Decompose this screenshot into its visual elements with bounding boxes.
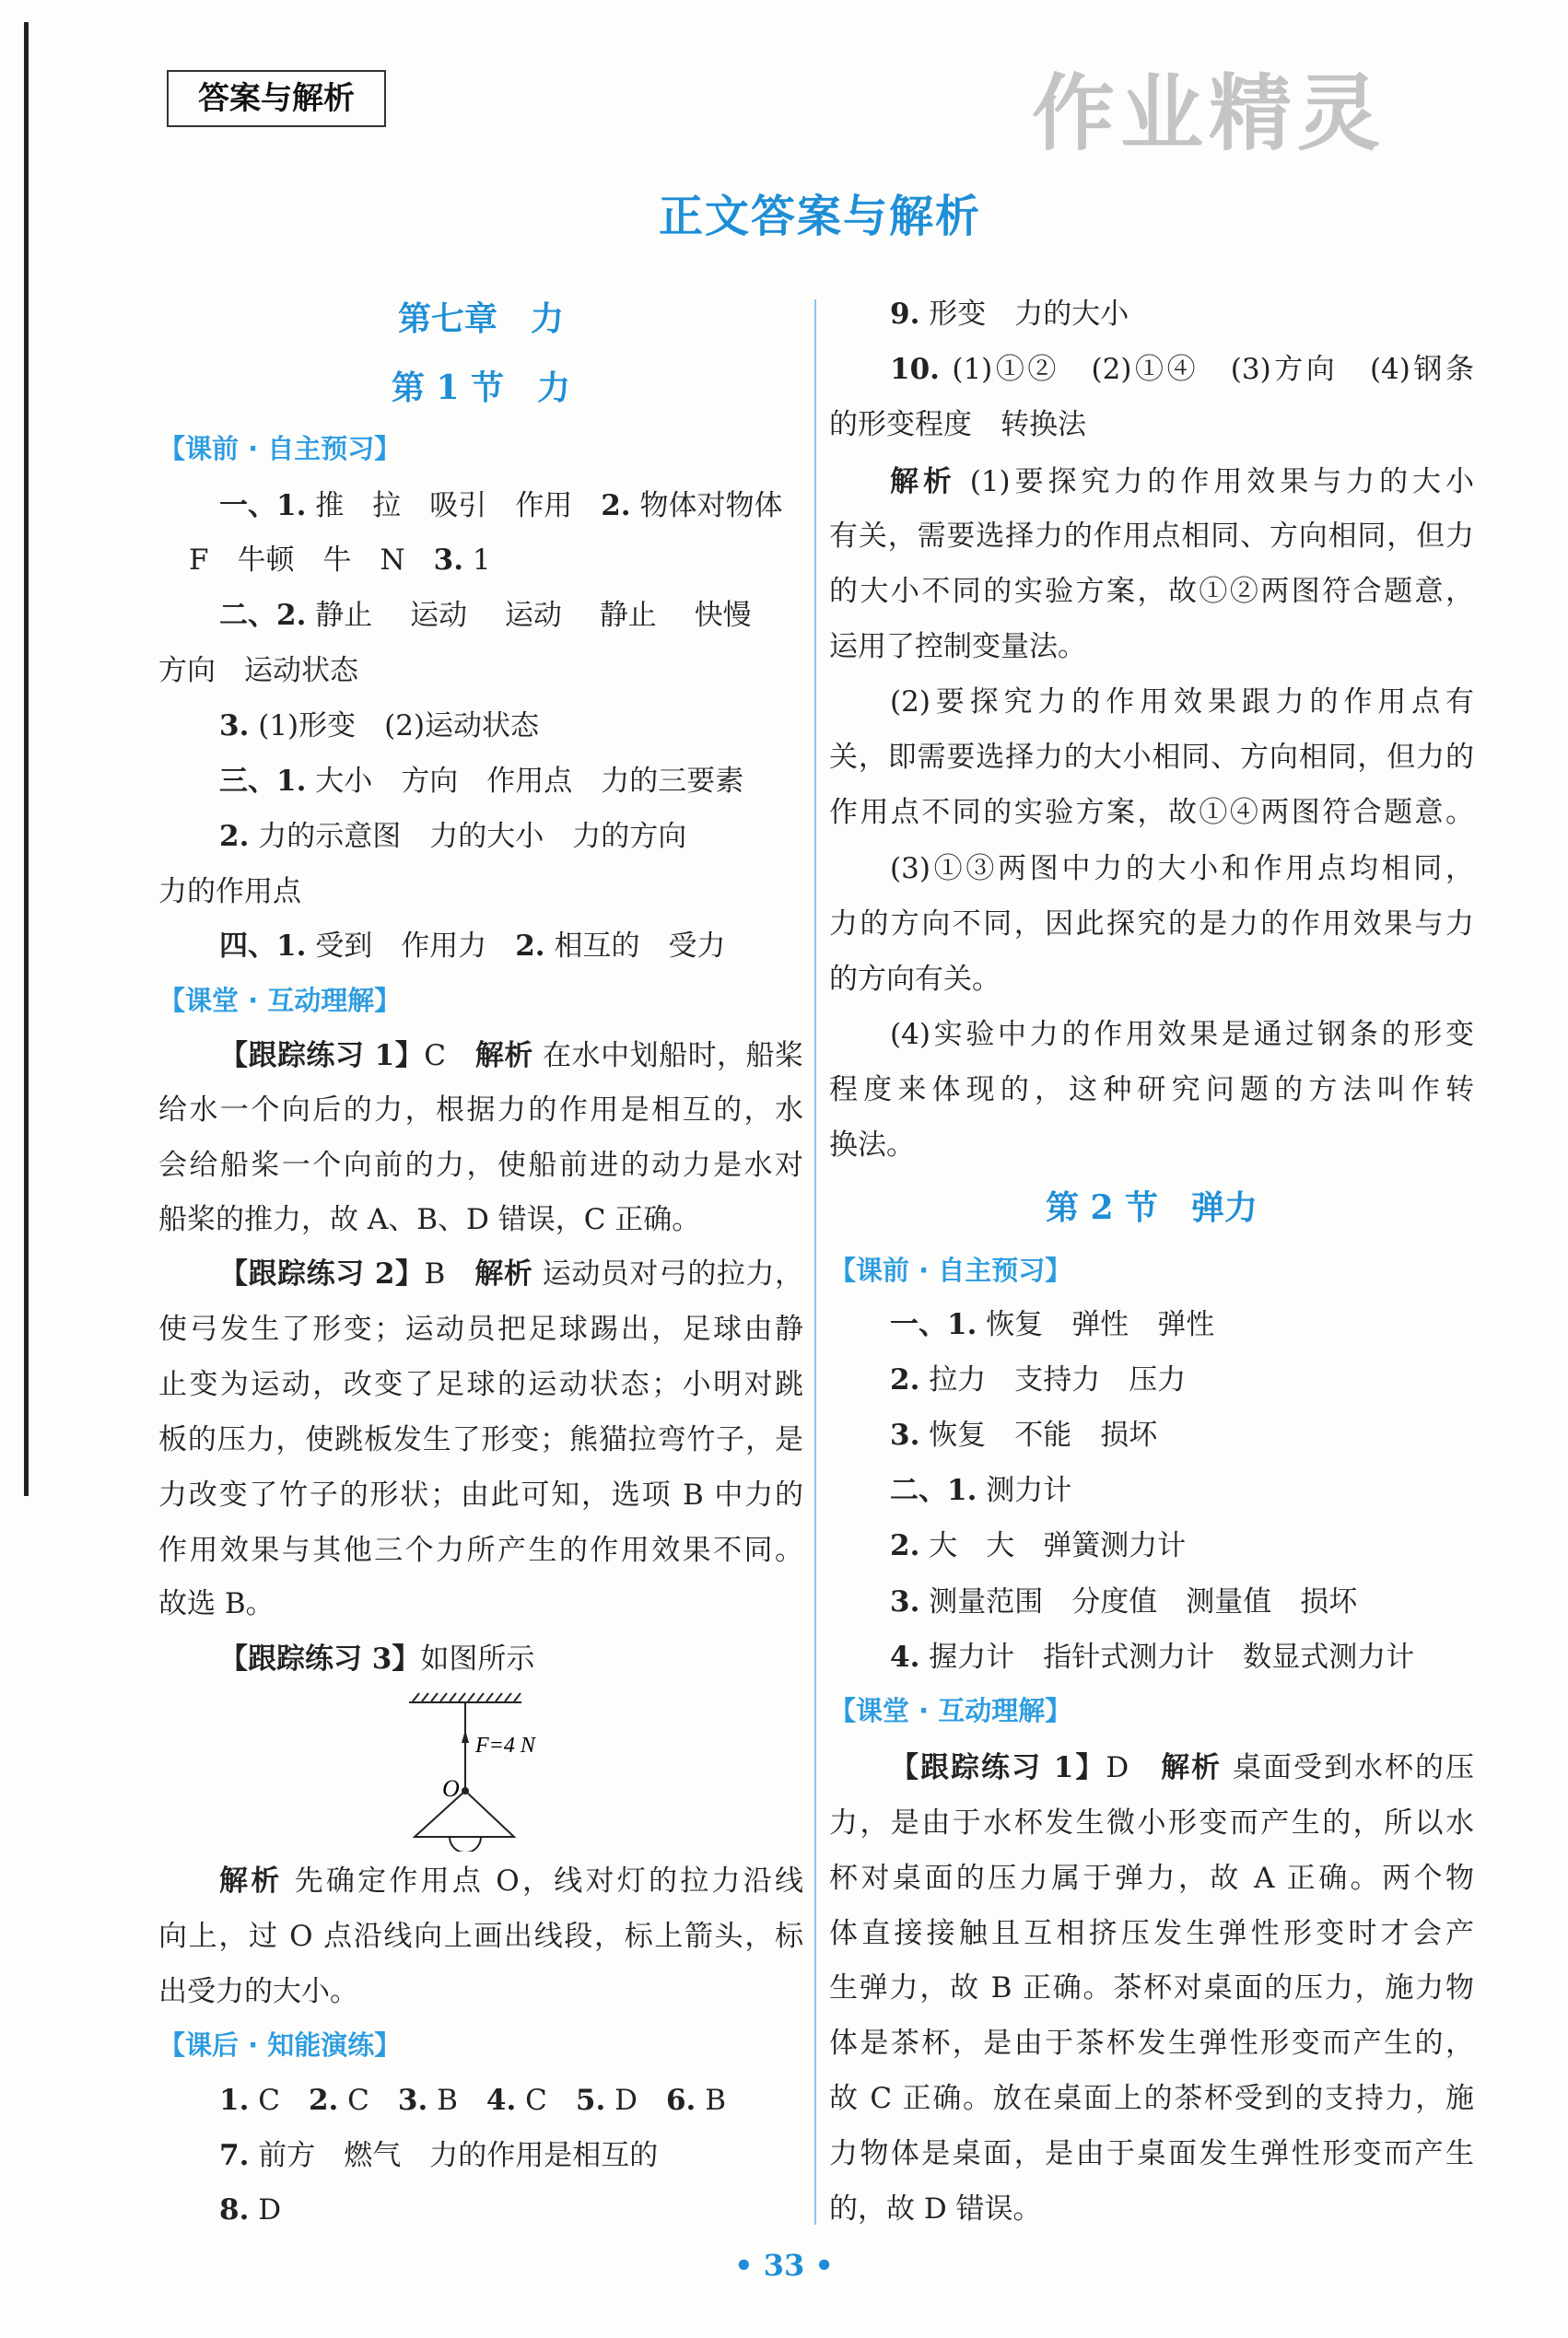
text-segment: 运用了控制变量法。 <box>829 630 1086 664</box>
text-segment: 体是茶杯，是由于茶杯发生弹性形变而产生的， <box>829 2027 1474 2061</box>
subsection-tag <box>158 2017 803 2073</box>
text-line <box>829 730 1474 785</box>
text-segment: (4)实验中力的作用效果是通过钢条的形变 <box>890 1017 1474 1051</box>
text-line <box>890 674 1474 730</box>
bold-label: 4. <box>890 1641 920 1675</box>
text-line <box>219 2182 803 2238</box>
text-segment: 1 <box>463 544 491 578</box>
text-line <box>219 588 803 643</box>
bold-label: 2. <box>890 1363 920 1397</box>
bold-label: 解析 <box>890 464 956 498</box>
text-line <box>158 864 803 919</box>
bold-label: 二、1. <box>890 1474 977 1507</box>
text-line <box>219 478 803 533</box>
bold-label: 4. <box>486 2083 517 2117</box>
text-line <box>890 1740 1474 1795</box>
bold-label: 二、2. <box>219 599 307 633</box>
text-segment: D <box>249 2193 282 2227</box>
text-segment: 【课前 · 自主预习】 <box>829 1254 1072 1286</box>
watermark: 作业精灵 <box>1032 65 1386 162</box>
text-segment: F 牛顿 牛 N <box>189 544 434 578</box>
text-segment: 第 2 节 弹力 <box>1045 1187 1258 1227</box>
text-segment: 【课前 · 自主预习】 <box>158 433 402 465</box>
text-line <box>829 1906 1474 1961</box>
text-segment: 方向 运动状态 <box>158 654 358 688</box>
bold-label: 【跟踪练习 3】 <box>219 1642 421 1676</box>
bold-label: 6. <box>665 2083 696 2117</box>
text-segment: 的，故 D 错误。 <box>829 2192 1042 2226</box>
text-line <box>219 809 803 864</box>
text-segment: D <box>1106 1750 1162 1784</box>
text-segment: 故选 B。 <box>158 1586 275 1620</box>
point-label: O <box>442 1775 460 1802</box>
text-segment: D <box>605 2083 666 2117</box>
text-segment: 杯对桌面的压力属于弹力，故 A 正确。两个物 <box>829 1861 1474 1895</box>
bold-label: 3. <box>433 544 464 578</box>
section-heading <box>158 291 803 346</box>
text-line <box>890 286 1474 342</box>
bold-label: 3. <box>890 1585 920 1619</box>
text-line <box>158 1082 803 1138</box>
text-segment: 形变 力的大小 <box>919 298 1129 332</box>
text-segment: 船桨的推力，故 A、B、D 错误，C 正确。 <box>158 1202 701 1236</box>
ceiling-icon <box>409 1693 521 1702</box>
text-line <box>890 1408 1474 1463</box>
text-segment: 第七章 力 <box>397 299 564 339</box>
bold-label: 解析 <box>1161 1750 1223 1784</box>
text-segment: 推 拉 吸引 作用 <box>306 488 602 522</box>
text-segment: (3)①③两图中力的大小和作用点均相同， <box>890 852 1474 886</box>
text-segment: 力的示意图 力的大小 力的方向 <box>249 819 687 853</box>
bold-label: 一、1. <box>219 488 307 522</box>
text-segment: B <box>696 2083 726 2117</box>
text-line <box>890 1297 1474 1352</box>
text-line <box>890 454 1474 509</box>
text-line <box>158 1357 803 1412</box>
lamp-force-diagram <box>396 1686 580 1852</box>
text-segment: 桌面受到水杯的压 <box>1222 1750 1475 1784</box>
bold-label: 解析 <box>474 1038 533 1072</box>
section-header-box: 答案与解析 <box>167 70 386 127</box>
text-segment: 受到 作用力 <box>306 929 516 964</box>
text-segment: 给水一个向后的力，根据力的作用是相互的，水 <box>158 1093 803 1128</box>
text-segment: 板的压力，使跳板发生了形变；熊猫拉弯竹子，是 <box>158 1422 803 1456</box>
text-segment: 作用点不同的实验方案，故①④两图符合题意。 <box>829 795 1474 829</box>
text-line <box>189 532 803 588</box>
bold-label: 2. <box>515 929 545 964</box>
text-line <box>219 918 803 974</box>
text-segment: C <box>516 2083 576 2117</box>
page-edge-bar <box>24 22 29 1496</box>
bulb-icon <box>450 1837 481 1852</box>
text-line <box>829 785 1474 840</box>
text-line <box>829 509 1474 564</box>
text-segment: 测量范围 分度值 测量值 损坏 <box>919 1585 1358 1619</box>
text-line <box>890 342 1474 397</box>
text-line <box>829 2126 1474 2181</box>
text-segment: 大小 方向 作用点 力的三要素 <box>306 764 744 798</box>
subsection-tag <box>158 973 803 1028</box>
text-line <box>829 2016 1474 2071</box>
text-segment: 使弓发生了形变；运动员把足球踢出，足球由静 <box>158 1313 803 1347</box>
bold-label: 1. <box>219 2083 250 2117</box>
text-segment: 出受力的大小。 <box>158 1974 358 2008</box>
text-line <box>158 1412 803 1467</box>
text-line <box>829 2181 1474 2237</box>
text-line <box>219 1853 803 1909</box>
section-heading <box>829 1180 1474 1235</box>
text-segment: 在水中划船时，船桨 <box>532 1038 803 1072</box>
bold-label: 2. <box>219 819 250 853</box>
text-segment: 有关，需要选择力的作用点相同、方向相同，但力 <box>829 520 1474 554</box>
text-line <box>890 1630 1474 1685</box>
text-segment: 会给船桨一个向前的力，使船前进的动力是水对 <box>158 1149 803 1183</box>
text-line <box>158 643 803 698</box>
text-segment: 【课后 · 知能演练】 <box>158 2028 402 2061</box>
lamp-shade-icon <box>415 1791 514 1837</box>
text-segment: 大 大 弹簧测力计 <box>919 1528 1187 1562</box>
arrow-head-icon <box>462 1730 469 1743</box>
text-line <box>890 1352 1474 1408</box>
bold-label: 3. <box>219 708 250 742</box>
text-segment: 前方 燃气 力的作用是相互的 <box>249 2138 659 2172</box>
text-line <box>219 1631 803 1687</box>
force-label: F=4 N <box>475 1734 535 1758</box>
text-line <box>158 1467 803 1523</box>
text-segment: 关，即需要选择力的大小相同、方向相同，但力的 <box>829 740 1474 774</box>
text-segment: 的方向有关。 <box>829 963 1000 997</box>
text-line <box>829 896 1474 952</box>
text-segment: 力物体是桌面，是由于桌面发生弹性形变而产生 <box>829 2137 1474 2170</box>
bold-label: 3. <box>890 1419 920 1453</box>
text-segment: 的形变程度 转换法 <box>829 408 1086 442</box>
text-line <box>219 2073 803 2128</box>
text-segment: 如图所示 <box>420 1642 535 1676</box>
text-line <box>890 1574 1474 1630</box>
text-segment: (1)形变 (2)运动状态 <box>249 708 540 742</box>
bold-label: 3. <box>397 2083 428 2117</box>
bold-label: 5. <box>575 2083 606 2117</box>
bold-label: 【跟踪练习 2】 <box>219 1257 425 1292</box>
bold-label: 2. <box>601 488 631 522</box>
text-segment: 向上，过 O 点沿线向上画出线段，标上箭头，标 <box>158 1919 803 1953</box>
text-line <box>890 1518 1474 1573</box>
page-title: 正文答案与解析 <box>658 191 981 242</box>
text-segment: 作用效果与其他三个力所产生的作用效果不同。 <box>158 1533 803 1567</box>
text-segment: B <box>427 2083 486 2117</box>
text-line <box>158 1302 803 1357</box>
text-segment: 换法。 <box>829 1128 915 1162</box>
subsection-tag <box>829 1243 1474 1298</box>
text-segment: C <box>249 2083 309 2117</box>
bold-label: 三、1. <box>219 764 307 798</box>
text-line <box>890 841 1474 896</box>
bold-label: 8. <box>219 2193 250 2227</box>
text-line <box>158 1138 803 1193</box>
bold-label: 解析 <box>219 1864 283 1898</box>
text-segment: C <box>424 1038 475 1072</box>
text-segment: 故 C 正确。放在桌面上的茶杯受到的支持力，施 <box>829 2082 1474 2116</box>
text-line <box>829 2071 1474 2126</box>
text-line <box>158 1964 803 2019</box>
text-segment: 【课堂 · 互动理解】 <box>829 1695 1072 1727</box>
text-segment: 力，是由于水杯发生微小形变而产生的，所以水 <box>829 1806 1474 1840</box>
page-number: • 33 • <box>734 2248 834 2283</box>
text-segment: 拉力 支持力 压力 <box>919 1363 1187 1397</box>
text-segment: 的大小不同的实验方案，故①②两图符合题意， <box>829 575 1474 609</box>
text-segment: 先确定作用点 O，线对灯的拉力沿线 <box>282 1864 803 1898</box>
text-segment: 力改变了竹子的形状；由此可知，选项 B 中力的 <box>158 1478 803 1512</box>
text-segment: 【课堂 · 互动理解】 <box>158 984 402 1016</box>
text-segment: 生弹力，故 B 正确。茶杯对桌面的压力，施力物 <box>829 1971 1474 2005</box>
text-line <box>829 1117 1474 1173</box>
text-line <box>219 1028 803 1083</box>
text-line <box>829 952 1474 1007</box>
bold-label: 一、1. <box>890 1308 977 1342</box>
text-line <box>829 1960 1474 2016</box>
bold-label: 【跟踪练习 1】 <box>890 1750 1106 1784</box>
section-heading <box>158 360 803 415</box>
text-segment: (1)要探究力的作用效果与力的大小 <box>955 464 1475 498</box>
text-segment: 测力计 <box>977 1474 1072 1507</box>
text-segment: 恢复 不能 损坏 <box>919 1419 1158 1453</box>
bold-label: 7. <box>219 2138 250 2172</box>
text-segment: 力的作用点 <box>158 874 301 908</box>
text-line <box>219 2128 803 2183</box>
text-segment: 恢复 弹性 弹性 <box>977 1308 1215 1342</box>
text-line <box>158 1192 803 1247</box>
text-line <box>829 397 1474 452</box>
text-line <box>219 1246 803 1302</box>
text-segment: C <box>338 2083 398 2117</box>
text-line <box>890 1463 1474 1518</box>
text-segment: 力的方向不同，因此探究的是力的作用效果与力 <box>829 907 1474 941</box>
text-segment: (1)①② (2)①④ (3)方向 (4)钢条 <box>939 353 1474 387</box>
text-line <box>829 1795 1474 1851</box>
bold-label: 四、1. <box>219 929 307 964</box>
bold-label: 2. <box>308 2083 339 2117</box>
subsection-tag <box>158 421 803 476</box>
bold-label: 2. <box>890 1528 920 1562</box>
text-line <box>829 619 1474 674</box>
text-segment: B <box>424 1257 475 1292</box>
bold-label: 10. <box>890 353 940 387</box>
text-line <box>219 698 803 754</box>
text-segment: 静止 运动 运动 静止 快慢 <box>306 599 752 633</box>
text-line <box>829 1851 1474 1906</box>
bold-label: 【跟踪练习 1】 <box>219 1038 425 1072</box>
text-segment: 相互的 受力 <box>544 929 726 964</box>
text-line <box>158 1523 803 1578</box>
bold-label: 解析 <box>474 1257 533 1292</box>
text-line <box>829 1062 1474 1117</box>
subsection-tag <box>829 1683 1474 1738</box>
bold-label: 9. <box>890 298 920 332</box>
text-line <box>158 1909 803 1964</box>
column-divider <box>814 299 816 2225</box>
text-line <box>158 1576 803 1631</box>
text-segment: 运动员对弓的拉力， <box>532 1257 803 1292</box>
text-line <box>890 1007 1474 1062</box>
text-segment: 体直接接触且互相挤压发生弹性形变时才会产 <box>829 1916 1474 1950</box>
text-segment: 握力计 指针式测力计 数显式测力计 <box>919 1641 1415 1675</box>
text-segment: 第 1 节 力 <box>391 368 571 407</box>
text-line <box>219 754 803 809</box>
text-line <box>829 564 1474 619</box>
text-segment: (2)要探究力的作用效果跟力的作用点有 <box>890 685 1474 719</box>
text-segment: 物体对物体 <box>630 488 783 522</box>
text-segment: 程度来体现的，这种研究问题的方法叫作转 <box>829 1072 1474 1106</box>
text-segment: 止变为运动，改变了足球的运动状态；小明对跳 <box>158 1368 803 1402</box>
